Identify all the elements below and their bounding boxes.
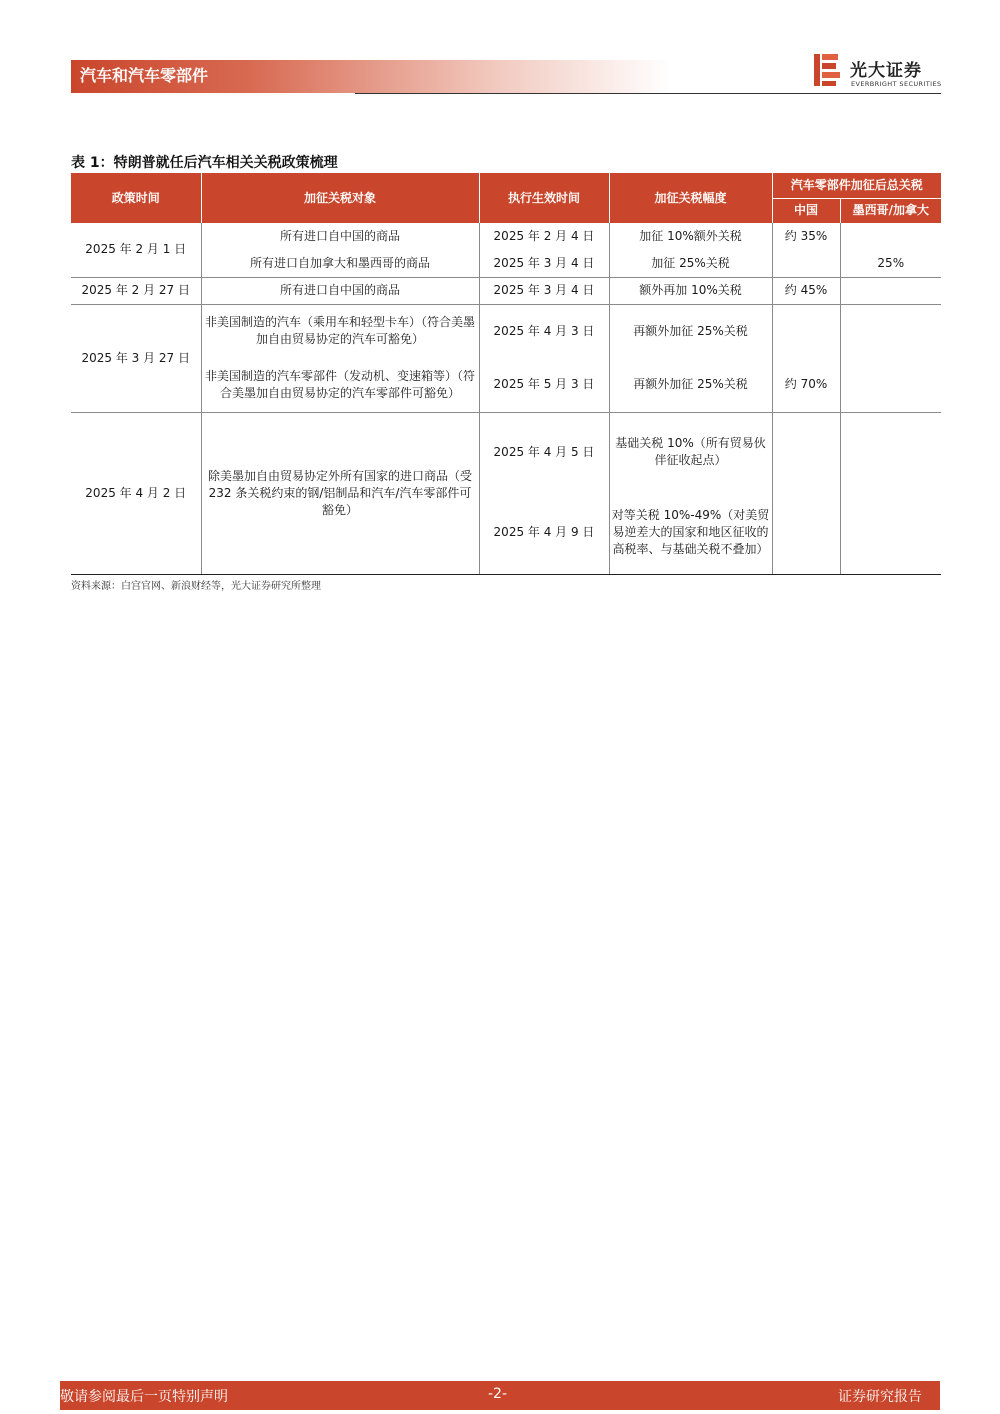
tariff-policy-table [71,173,941,575]
mexico-canada-cell [840,358,941,412]
magnitude-cell: 额外再加 10%关税 [609,277,772,304]
china-cell: 约 45% [772,277,840,304]
footer-disclaimer-link: 敬请参阅最后一页特别声明 [60,1389,228,1405]
target-cell: 所有进口自中国的商品 [201,223,479,250]
effective-cell: 2025 年 4 月 5 日 [479,412,609,492]
china-cell: 约 70% [772,358,840,412]
china-cell [772,304,840,358]
china-cell [772,412,840,492]
header-target: 加征关税对象 [201,173,479,223]
everbright-logo-icon [812,52,842,88]
mexico-canada-cell [840,304,941,358]
table-row [71,277,941,304]
section-title: 汽车和汽车零部件 [80,66,209,85]
magnitude-cell: 对等关税 10%-49%（对美贸易逆差大的国家和地区征收的高税率、与基础关税不叠加） [609,492,772,574]
header-mexico-canada: 墨西哥/加拿大 [840,198,941,223]
source-note: 资料来源：白宫官网、新浪财经等，光大证券研究所整理 [71,581,321,592]
magnitude-cell: 加征 25%关税 [609,250,772,277]
table-row [71,358,941,412]
mexico-canada-cell [840,223,941,250]
policy-time-cell: 2025 年 2 月 1 日 [71,223,201,277]
footer-report-type: 证券研究报告 [838,1389,922,1405]
header-effective: 执行生效时间 [479,173,609,223]
effective-cell: 2025 年 2 月 4 日 [479,223,609,250]
header-china: 中国 [772,198,840,223]
magnitude-cell: 再额外加征 25%关税 [609,358,772,412]
header-magnitude: 加征关税幅度 [609,173,772,223]
table-row [71,412,941,492]
magnitude-cell: 基础关税 10%（所有贸易伙伴征收起点） [609,412,772,492]
logo-text-en: EVERBRIGHT SECURITIES [851,80,942,88]
magnitude-cell: 再额外加征 25%关税 [609,304,772,358]
target-cell: 所有进口自中国的商品 [201,277,479,304]
effective-cell: 2025 年 4 月 9 日 [479,492,609,574]
policy-time-cell: 2025 年 3 月 27 日 [71,304,201,412]
target-cell: 所有进口自加拿大和墨西哥的商品 [201,250,479,277]
header-total-tariff-group: 汽车零部件加征后总关税 [772,173,941,198]
china-cell: 约 35% [772,223,840,250]
policy-time-cell: 2025 年 2 月 27 日 [71,277,201,304]
mexico-canada-cell: 25% [840,250,941,277]
magnitude-cell: 加征 10%额外关税 [609,223,772,250]
effective-cell: 2025 年 4 月 3 日 [479,304,609,358]
china-cell [772,492,840,574]
target-cell: 非美国制造的汽车零部件（发动机、变速箱等）（符合美墨加自由贸易协定的汽车零部件可豁免） [201,358,479,412]
mexico-canada-cell [840,492,941,574]
table-caption: 表 1：特朗普就任后汽车相关关税政策梳理 [71,155,338,171]
target-cell: 非美国制造的汽车（乘用车和轻型卡车）（符合美墨加自由贸易协定的汽车可豁免） [201,304,479,358]
effective-cell: 2025 年 3 月 4 日 [479,277,609,304]
page-number: -2- [488,1386,508,1402]
header-policy-time: 政策时间 [71,173,201,223]
table-row [71,223,941,250]
mexico-canada-cell [840,277,941,304]
china-cell [772,250,840,277]
effective-cell: 2025 年 3 月 4 日 [479,250,609,277]
header-rule [355,93,941,94]
mexico-canada-cell [840,412,941,492]
effective-cell: 2025 年 5 月 3 日 [479,358,609,412]
target-cell: 除美墨加自由贸易协定外所有国家的进口商品（受 232 条关税约束的钢/铝制品和汽车/汽车零部件可豁免） [201,412,479,574]
table-row [71,304,941,358]
table-row [71,250,941,277]
policy-time-cell: 2025 年 4 月 2 日 [71,412,201,574]
logo-text-cn: 光大证券 [850,61,922,81]
